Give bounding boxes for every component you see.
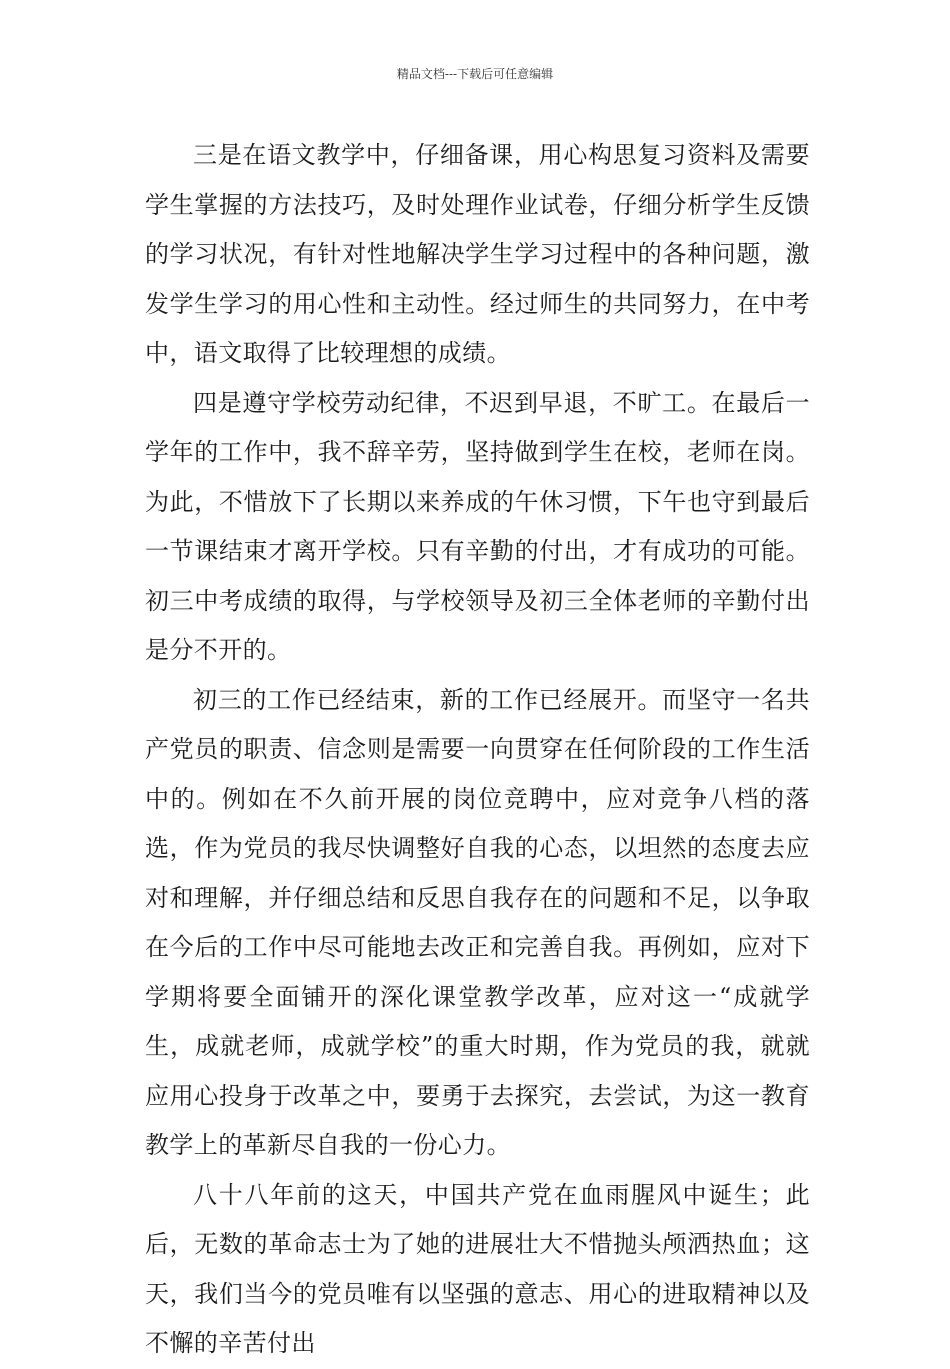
paragraph-2: 四是遵守学校劳动纪律，不迟到早退，不旷工。在最后一学年的工作中，我不辞辛劳，坚持做到学生在校，老师在岗。为此，不惜放下了长期以来养成的午休习惯，下午也守到最后一节课结束才离开学校。只有辛勤的付出，才有成功的可能。初三中考成绩的取得，与学校领导及初三全体老师的辛勤付出是分不开的。 — [145, 388, 810, 664]
paragraph-1: 三是在语文教学中，仔细备课，用心构思复习资料及需要学生掌握的方法技巧，及时处理作业试卷，仔细分析学生反馈的学习状况，有针对性地解决学生学习过程中的各种问题，激发学生学习的用心性和主动性。经过师生的共同努力，在中考中，语文取得了比较理想的成绩。 — [145, 141, 810, 367]
paragraph-3: 初三的工作已经结束，新的工作已经展开。而坚守一名共产党员的职责、信念则是需要一向贯穿在任何阶段的工作生活中的。例如在不久前开展的岗位竞聘中，应对竞争八档的落选，作为党员的我尽快调整好自我的心态，以坦然的态度去应对和理解，并仔细总结和反思自我存在的问题和不足，以争取在今后的工作中尽可能地去改正和完善自我。再例如，应对下学期将要全面铺开的深化课堂教学改革，应对这一“成就学生，成就老师，成就学校”的重大时期，作为党员的我，就就应用心投身于改革之中，要勇于去探究，去尝试，为这一教育教学上的革新尽自我的一份心力。 — [145, 685, 810, 1159]
paragraph-4: 八十八年前的这天，中国共产党在血雨腥风中诞生；此后，无数的革命志士为了她的进展壮大不惜抛头颅洒热血；这天，我们当今的党员唯有以坚强的意志、用心的进取精神以及不懈的辛苦付出 — [145, 1180, 810, 1357]
page-header: 精品文档---下载后可任意编辑 — [396, 67, 554, 81]
document-body — [145, 131, 810, 1369]
